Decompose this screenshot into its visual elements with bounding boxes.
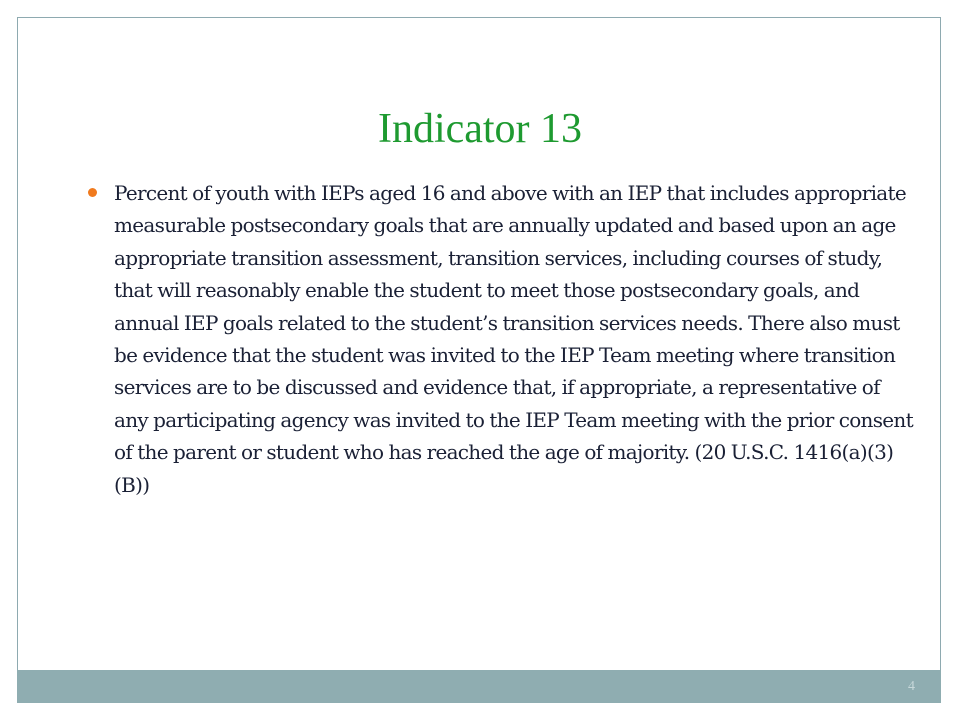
- footer-bar: [17, 670, 941, 703]
- bullet-list: [88, 177, 918, 501]
- slide-title: Indicator 13: [377, 106, 583, 152]
- bullet-dot-icon: [88, 188, 97, 197]
- slide-number: 4: [908, 679, 915, 694]
- bullet-text: Percent of youth with IEPs aged 16 and above with an IEP that includes appropriate measurable postsecondary goals that are annually updated and based upon an age appropriate transition assessment, transition services, including courses of study, that will reasonably enable the student to meet those postsecondary goals, and annual IEP goals related to the student’s transition services needs. There also must be evidence that the student was invited to the IEP Team meeting where transition services are to be discussed and evidence that, if appropriate, a representative of any participating agency was invited to the IEP Team meeting with the prior consent of the parent or student who has reached the age of majority. (20 U.S.C. 1416(a)(3)(B)): [114, 181, 913, 497]
- bullet-item: [88, 177, 918, 501]
